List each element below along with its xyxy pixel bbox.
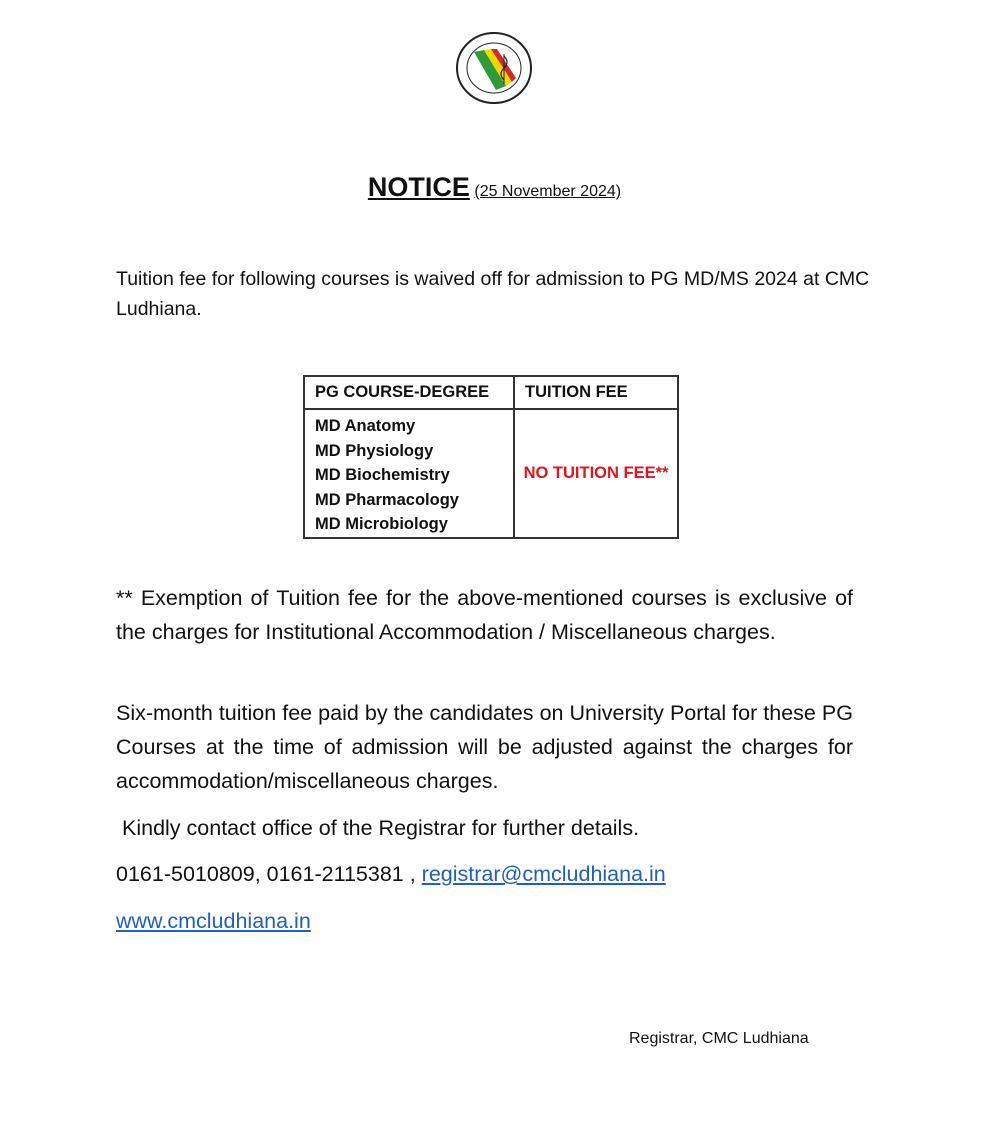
table-row	[304, 409, 678, 538]
course-item: MD Anatomy	[315, 417, 416, 435]
intro-paragraph: Tuition fee for following courses is waived off for admission to PG MD/MS 2024 at CMC Ludhiana.	[116, 268, 870, 320]
college-logo	[454, 30, 534, 106]
course-fee-table	[303, 375, 679, 539]
notice-date: (25 November 2024)	[474, 183, 622, 200]
course-item: MD Pharmacology	[315, 490, 459, 509]
table-header-row	[304, 376, 678, 409]
course-item: MD Microbiology	[315, 515, 448, 533]
adjustment-paragraph: Six-month tuition fee paid by the candidates on University Portal for these PG Courses at the time of admission will be adjusted against the charges for accommodation/miscellaneous charges.	[116, 701, 853, 793]
course-item: MD Biochemistry	[315, 466, 450, 484]
website-link[interactable]: www.cmcludhiana.in	[116, 909, 311, 933]
signature: Registrar, CMC Ludhiana	[629, 1030, 809, 1047]
phone-numbers: 0161-5010809, 0161-2115381 ,	[116, 862, 416, 886]
website-line	[116, 904, 853, 938]
header-course: PG COURSE-DEGREE	[304, 376, 514, 409]
email-link[interactable]: registrar@cmcludhiana.in	[421, 862, 666, 886]
course-item: MD Physiology	[315, 441, 434, 460]
course-list	[304, 409, 514, 538]
header-fee: TUITION FEE	[514, 376, 678, 409]
contact-line: Kindly contact office of the Registrar for further details.	[122, 816, 640, 840]
notice-title: NOTICE	[367, 172, 470, 202]
notice-heading	[0, 172, 989, 203]
contact-details	[116, 857, 853, 891]
exemption-paragraph: ** Exemption of Tuition fee for the above-mentioned courses is exclusive of the charges for Institutional Accommodation / Miscellaneous charges.	[116, 586, 853, 644]
fee-value: NO TUITION FEE**	[514, 409, 678, 538]
